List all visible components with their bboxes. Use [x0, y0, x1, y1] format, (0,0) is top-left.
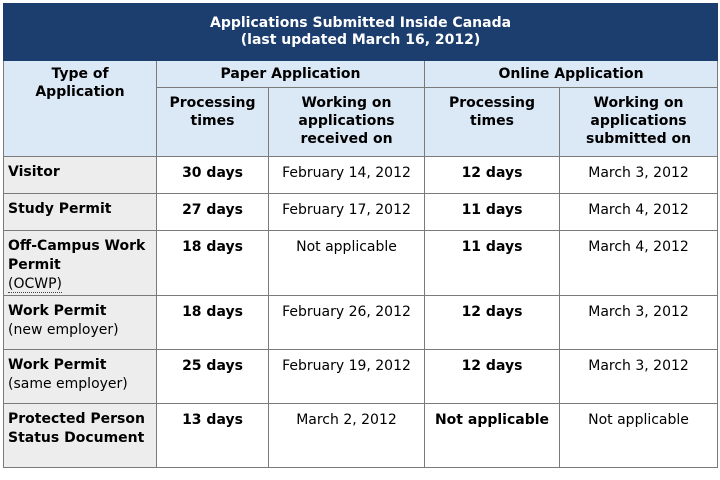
table-row — [4, 404, 718, 468]
application-type: Visitor — [8, 164, 60, 180]
row-header — [4, 157, 157, 194]
online-processing-time: 11 days — [425, 231, 560, 296]
online-processing-time: 11 days — [425, 194, 560, 231]
application-type: Off-Campus Work Permit — [8, 238, 146, 273]
ocwp-abbreviation[interactable]: (OCWP) — [8, 276, 63, 292]
paper-working-date: March 2, 2012 — [269, 404, 425, 468]
application-type: Study Permit — [8, 201, 112, 217]
table-title — [4, 4, 718, 61]
application-type: Work Permit — [8, 357, 107, 373]
processing-times-table — [3, 3, 718, 468]
online-processing-time: Not applicable — [425, 404, 560, 468]
paper-processing-time: 30 days — [157, 157, 269, 194]
paper-working-date: February 14, 2012 — [269, 157, 425, 194]
online-processing-time: 12 days — [425, 350, 560, 404]
application-type-note: (new employer) — [8, 322, 119, 338]
paper-application-header: Paper Application — [157, 61, 425, 88]
application-type-note: (same employer) — [8, 376, 128, 392]
online-application-header: Online Application — [425, 61, 718, 88]
paper-processing-time: 27 days — [157, 194, 269, 231]
table-row — [4, 194, 718, 231]
online-working-date: March 3, 2012 — [560, 296, 718, 350]
group-header-row — [4, 61, 718, 88]
online-working-date: Not applicable — [560, 404, 718, 468]
application-type: Protected Person Status Document — [8, 411, 145, 446]
paper-working-date: February 19, 2012 — [269, 350, 425, 404]
row-header — [4, 350, 157, 404]
paper-processing-time: 13 days — [157, 404, 269, 468]
paper-processing-times-header: Processing times — [157, 88, 269, 157]
online-processing-time: 12 days — [425, 296, 560, 350]
table-title-line1: Applications Submitted Inside Canada — [210, 15, 512, 31]
table-row — [4, 231, 718, 296]
online-working-on-header: Working on applications submitted on — [560, 88, 718, 157]
row-header — [4, 296, 157, 350]
paper-working-date: Not applicable — [269, 231, 425, 296]
row-header — [4, 194, 157, 231]
online-working-date: March 3, 2012 — [560, 157, 718, 194]
paper-working-on-header: Working on applications received on — [269, 88, 425, 157]
paper-working-date: February 26, 2012 — [269, 296, 425, 350]
type-of-application-header: Type of Application — [4, 61, 157, 157]
processing-times-table-wrapper — [3, 3, 717, 468]
online-working-date: March 3, 2012 — [560, 350, 718, 404]
paper-processing-time: 25 days — [157, 350, 269, 404]
paper-processing-time: 18 days — [157, 296, 269, 350]
online-working-date: March 4, 2012 — [560, 194, 718, 231]
table-row — [4, 350, 718, 404]
row-header — [4, 404, 157, 468]
online-processing-times-header: Processing times — [425, 88, 560, 157]
paper-processing-time: 18 days — [157, 231, 269, 296]
paper-working-date: February 17, 2012 — [269, 194, 425, 231]
row-header — [4, 231, 157, 296]
table-title-row — [4, 4, 718, 61]
table-row — [4, 157, 718, 194]
online-processing-time: 12 days — [425, 157, 560, 194]
application-type: Work Permit — [8, 303, 107, 319]
table-row — [4, 296, 718, 350]
online-working-date: March 4, 2012 — [560, 231, 718, 296]
table-title-line2: (last updated March 16, 2012) — [240, 32, 481, 48]
